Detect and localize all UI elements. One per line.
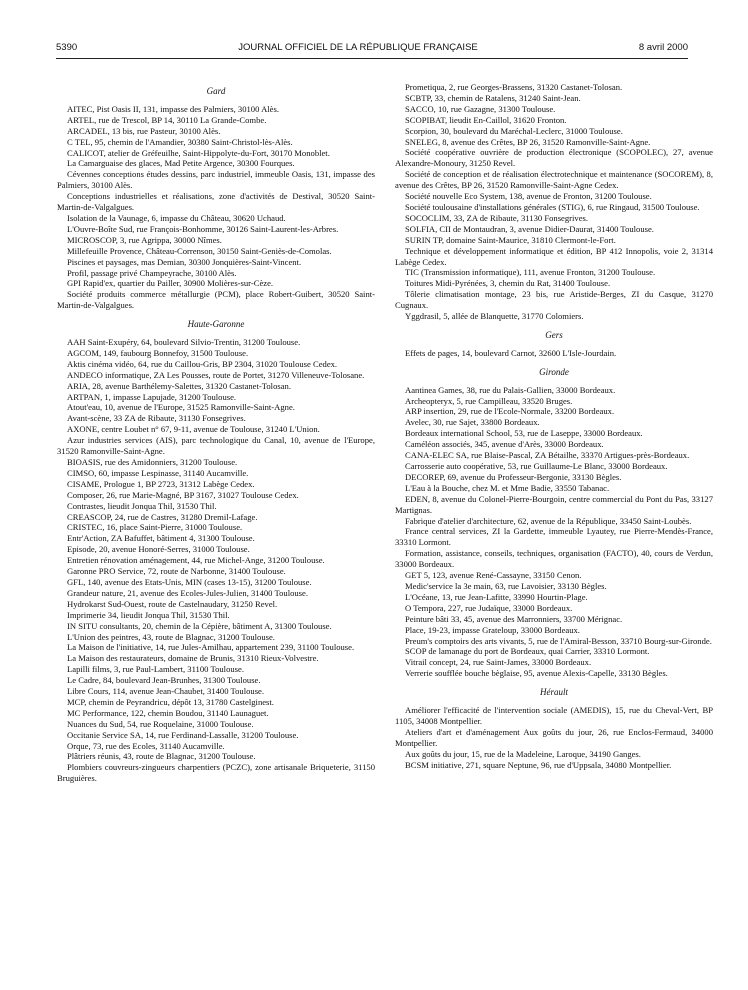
page-number: 5390 — [56, 41, 78, 53]
directory-entry: Yggdrasil, 5, allée de Blanquette, 31770 Colomiers. — [405, 311, 584, 322]
directory-entry: Améliorer l'efficacité de l'intervention sociale (AMEDIS), 15, rue du Cheval-Vert, BP 1105, 34008 Montpellier. — [395, 705, 713, 726]
directory-entry: Episode, 20, avenue Honoré-Serres, 31000 Toulouse. — [67, 544, 250, 555]
section-title-gers: Gers — [545, 329, 563, 340]
directory-entry: Effets de pages, 14, boulevard Carnot, 32600 L'Isle-Jourdain. — [405, 347, 617, 358]
directory-entry: Société nouvelle Eco System, 138, avenue de Fronton, 31200 Toulouse. — [405, 191, 652, 202]
directory-entry: GET 5, 123, avenue René-Cassayne, 33150 Cenon. — [405, 570, 582, 581]
section-title-herault: Hérault — [540, 687, 568, 698]
directory-entry: CALICOT, atelier de Gréfeuilhe, Saint-Hippolyte-du-Fort, 30170 Monoblet. — [67, 147, 330, 158]
directory-entry: Hydrokarst Sud-Ouest, route de Castelnaudary, 31250 Revel. — [67, 598, 278, 609]
page-header — [56, 40, 688, 54]
directory-entry: CANA-ELEC SA, rue Blaise-Pascal, ZA Bétailhe, 33370 Artigues-près-Bordeaux. — [405, 450, 690, 461]
directory-entry: France central services, ZI la Gardette, immeuble Lyautey, rue Pierre-Mendès-France, 33310 Lormont. — [395, 526, 713, 548]
directory-entry: Composer, 26, rue Marie-Magné, BP 3167, 31027 Toulouse Cedex. — [67, 489, 299, 500]
issue-date: 8 avril 2000 — [638, 41, 688, 53]
directory-entry: Carrosserie auto coopérative, 53, rue Guillaume-Le Blanc, 33000 Bordeaux. — [405, 461, 668, 471]
directory-entry: Formation, assistance, conseils, techniques, organisation (FACTO), 40, cours de Verdun, 33000 Bordeaux. — [395, 548, 713, 570]
directory-entry: Entr'Action, ZA Bafuffet, bâtiment 4, 31300 Toulouse. — [67, 533, 255, 544]
directory-entry: Plombiers couvreurs-zingueurs charpentiers (PCZC), zone artisanale Briqueterie, 31150 Bruguières. — [57, 762, 375, 784]
directory-entry: SACCO, 10, rue Gazagne, 31300 Toulouse. — [405, 103, 556, 114]
directory-entry: SOCOCLIM, 33, ZA de Ribaute, 31130 Fonsegrives. — [405, 212, 589, 223]
directory-entry: SCOPIBAT, lieudit En-Caillol, 31620 Fronton. — [405, 114, 567, 125]
directory-entry: Société de conception et de réalisation électrotechnique et maintenance (SOCOREM), 8, avenue des Crêtes, BP 26, 31520 Ramonville-Saint-Agne Cedex. — [395, 169, 713, 191]
directory-entry: Archeopteryx, 5, rue Campilleau, 33520 Bruges. — [405, 395, 573, 406]
directory-entry: SCBTP, 33, chemin de Ratalens, 31240 Saint-Jean. — [405, 92, 581, 103]
directory-entry: MCP, chemin de Peyrandricu, dépôt 13, 31780 Castelginest. — [67, 696, 274, 707]
directory-entry: Ateliers d'art et d'aménagement Aux goûts du jour, 26, rue Enclos-Fermaud, 34000 Montpellier. — [395, 726, 713, 748]
directory-entry: Bordeaux international School, 53, rue de Laseppe, 33000 Bordeaux. — [405, 428, 643, 439]
directory-entry: Aux goûts du jour, 15, rue de la Madeleine, Laroque, 34190 Ganges. — [405, 748, 641, 759]
directory-entry: Imprimerie 34, lieudit Jonqua Thil, 31530 Thil. — [67, 609, 230, 620]
directory-entry: L'Eau à la Bouche, chez M. et Mme Badie, 33550 Tabanac. — [405, 482, 610, 493]
directory-entry: AITEC, Pist Oasis II, 131, impasse des Palmiers, 30100 Alès. — [67, 103, 279, 114]
directory-entry: Cévennes conceptions études dessins, parc industriel, immeuble Oasis, 131, impasse des Palmiers, 30100 Alès. — [57, 169, 375, 191]
directory-entry: BCSM initiative, 271, square Neptune, 96, rue d'Uppsala, 34080 Montpellier. — [405, 759, 672, 770]
directory-entry: Piscines et paysages, mas Demian, 30300 Jonquières-Saint-Vincent. — [67, 256, 302, 267]
directory-entry: Profil, passage privé Champeyrache, 30100 Alès. — [67, 267, 237, 278]
directory-entry: Technique et développement informatique et édition, BP 412 Innopolis, voie 2, 31314 Labège Cedex. — [395, 245, 713, 267]
directory-entry: Avant-scène, 33 ZA de Ribaute, 31130 Fonsegrives. — [67, 413, 246, 424]
directory-entry: Avelec, 30, rue Sajet, 33800 Bordeaux. — [405, 417, 540, 428]
header-rule — [56, 58, 688, 59]
directory-entry: Plâtriers réunis, 43, route de Blagnac, 31200 Toulouse. — [67, 751, 256, 762]
directory-entry: ARTPAN, 1, impasse Lapujade, 31200 Toulouse. — [67, 391, 237, 402]
directory-entry: Millefeuille Provence, Château-Correnson, 30150 Saint-Geniès-de-Comolas. — [67, 245, 332, 256]
directory-entry: MC Performance, 122, chemin Boudou, 31140 Launaguet. — [67, 707, 269, 718]
directory-entry: SOLFIA, CII de Montaudran, 3, avenue Didier-Daurat, 31400 Toulouse. — [405, 223, 654, 234]
directory-entry: La Camarguaise des glaces, Mad Petite Argence, 30300 Fourques. — [67, 158, 295, 169]
directory-entry: Atout'eau, 10, avenue de l'Europe, 31525 Ramonville-Saint-Agne. — [67, 402, 295, 413]
directory-entry: Occitanie Service SA, 14, rue Ferdinand-Lassalle, 31200 Toulouse. — [67, 729, 299, 740]
directory-entry: Société coopérative ouvrière de production électronique (SCOPOLEC), 27, avenue Alexandre-Monoury, 31250 Revel. — [395, 147, 713, 169]
directory-entry: AGCOM, 149, faubourg Bonnefoy, 31500 Toulouse. — [67, 347, 249, 358]
directory-entry: GPI Rapid'ex, quartier du Pailler, 30900 Molières-sur-Cèze. — [67, 278, 274, 289]
directory-entry: L'Ouvre-Boîte Sud, rue François-Bonhomme, 30126 Saint-Laurent-les-Arbres. — [67, 223, 339, 234]
directory-entry: La Maison des restaurateurs, domaine de Brunis, 31310 Rieux-Volvestre. — [67, 653, 319, 664]
directory-entry: Scorpion, 30, boulevard du Maréchal-Leclerc, 31000 Toulouse. — [405, 125, 623, 136]
directory-entry: Toitures Midi-Pyrénées, 3, chemin du Rat, 31400 Toulouse. — [405, 278, 611, 289]
section-title-gironde: Gironde — [539, 366, 569, 377]
directory-entry: AXONE, centre Loubet n° 67, 9-11, avenue de Toulouse, 31240 L'Union. — [67, 424, 320, 435]
directory-entry: Aktis cinéma vidéo, 64, rue du Caillou-Gris, BP 2304, 31020 Toulouse Cedex. — [67, 358, 338, 369]
directory-entry: AAH Saint-Exupéry, 64, boulevard Silvio-Trentin, 31200 Toulouse. — [67, 337, 301, 348]
left-column — [57, 82, 375, 982]
directory-entry: SNELEG, 8, avenue des Crêtes, BP 26, 31520 Ramonville-Saint-Agne. — [405, 136, 651, 147]
directory-entry: MICROSCOP, 3, rue Agrippa, 30000 Nîmes. — [67, 234, 222, 245]
directory-entry: Société produits commerce métallurgie (PCM), place Robert-Guibert, 30520 Saint-Martin-de-Valgalgues. — [57, 289, 375, 311]
directory-entry: Caméléon associés, 345, avenue d'Arès, 33000 Bordeaux. — [405, 439, 604, 450]
directory-entry: Prometiqua, 2, rue Georges-Brassens, 31320 Castanet-Tolosan. — [405, 82, 623, 92]
directory-entry: SCOP de lamanage du port de Bordeaux, quai Carrier, 33310 Lormont. — [405, 646, 650, 657]
directory-entry: BIOASIS, rue des Amidonniers, 31200 Toulouse. — [67, 457, 238, 467]
directory-entry: TIC (Transmission informatique), 111, avenue Fronton, 31200 Toulouse. — [405, 267, 656, 278]
directory-entry: L'Union des peintres, 43, route de Blagnac, 31200 Toulouse. — [67, 631, 275, 642]
directory-entry: Fabrique d'atelier d'architecture, 62, avenue de la République, 33450 Saint-Loubès. — [405, 515, 692, 526]
directory-entry: CISAME, Prologue 1, BP 2723, 31312 Labège Cedex. — [67, 478, 255, 489]
directory-entry: La Maison de l'initiative, 14, rue Jules-Amilhau, appartement 239, 31100 Toulouse. — [67, 642, 355, 653]
directory-entry: CIMSO, 60, impasse Lespinasse, 31140 Aucamville. — [67, 467, 249, 478]
directory-entry: ANDECO informatique, ZA Les Pousses, route de Portet, 31270 Villeneuve-Tolosane. — [67, 369, 365, 380]
directory-entry: C TEL, 95, chemin de l'Amandier, 30380 Saint-Christol-lès-Alès. — [67, 136, 293, 147]
directory-entry: Azur industries services (AIS), parc technologique du Canal, 10, avenue de l'Europe, 31520 Ramonville-Saint-Agne. — [57, 435, 375, 457]
directory-entry: Isolation de la Vaunage, 6, impasse du Château, 30620 Uchaud. — [67, 212, 286, 223]
directory-entry: Garonne PRO Service, 72, route de Narbonne, 31400 Toulouse. — [67, 566, 286, 577]
directory-entry: Le Cadre, 84, boulevard Jean-Brunhes, 31300 Toulouse. — [67, 675, 261, 686]
directory-entry: ARCADEL, 13 bis, rue Pasteur, 30100 Alès. — [67, 125, 221, 136]
right-column — [395, 82, 713, 982]
directory-entry: Orque, 73, rue des Ecoles, 31140 Aucamville. — [67, 740, 225, 751]
directory-entry: O Tempora, 227, rue Judaïque, 33000 Bordeaux. — [405, 602, 573, 613]
directory-entry: Peinture bâti 33, 45, avenue des Marronniers, 33700 Mérignac. — [405, 613, 623, 624]
directory-entry: Grandeur nature, 21, avenue des Ecoles-Jules-Julien, 31400 Toulouse. — [67, 587, 308, 598]
directory-entry: Preum's comptoirs des arts vivants, 5, rue de l'Amiral-Besson, 33710 Bourg-sur-Gironde. — [405, 635, 712, 646]
directory-entry: Lapilli films, 3, rue Paul-Lambert, 31100 Toulouse. — [67, 664, 244, 675]
directory-entry: Nuances du Sud, 54, rue Roquelaine, 31000 Toulouse. — [67, 718, 254, 729]
directory-entry: IN SITU consultants, 20, chemin de la Cépière, bâtiment A, 31300 Toulouse. — [67, 620, 332, 631]
directory-entry: Verrerie soufflée bouche bèglaise, 95, avenue Alexis-Capelle, 33130 Bègles. — [405, 668, 668, 679]
directory-entry: Conceptions industrielles et réalisations, zone d'activités de Destival, 30520 Saint-Martin-de-Valgalgues. — [57, 191, 375, 213]
directory-entry: ARIA, 28, avenue Barthélemy-Salettes, 31320 Castanet-Tolosan. — [67, 380, 291, 391]
directory-entry: GFL, 140, avenue des Etats-Unis, MIN (cases 13-15), 31200 Toulouse. — [67, 576, 312, 587]
section-title-haute-garonne: Haute-Garonne — [187, 319, 245, 330]
directory-entry: Entretien rénovation aménagement, 44, rue Michel-Ange, 31200 Toulouse. — [67, 555, 325, 566]
directory-entry: CRISTEC, 16, place Saint-Pierre, 31000 Toulouse. — [67, 522, 243, 533]
directory-entry: DECOREP, 69, avenue du Professeur-Bergonie, 33130 Bègles. — [405, 471, 622, 482]
directory-entry: CREASCOP, 24, rue de Castres, 31280 Dremil-Lafage. — [67, 511, 258, 522]
directory-entry: ARTEL, rue de Trescol, BP 14, 30110 La Grande-Combe. — [67, 114, 267, 125]
directory-entry: Medic'service la 3e main, 63, rue Lavoisier, 33130 Bègles. — [405, 580, 607, 591]
directory-entry: Libre Cours, 114, avenue Jean-Chaubet, 31400 Toulouse. — [67, 686, 265, 697]
directory-entry: Contrastes, lieudit Jonqua Thil, 31530 Thil. — [67, 500, 217, 511]
section-title-gard: Gard — [206, 86, 226, 96]
directory-entry: Société toulousaine d'installations générales (STIG), 6, rue Ringaud, 31500 Toulouse. — [405, 201, 700, 212]
journal-title: JOURNAL OFFICIEL DE LA RÉPUBLIQUE FRANÇAISE — [238, 41, 478, 53]
directory-entry: SURIN TP, domaine Saint-Maurice, 31810 Clermont-le-Fort. — [405, 234, 616, 245]
directory-entry: L'Océane, 13, rue Jean-Lafitte, 33990 Hourtin-Plage. — [405, 591, 588, 602]
directory-entry: ARP insertion, 29, rue de l'Ecole-Normale, 33200 Bordeaux. — [405, 406, 615, 417]
directory-entry: Tôlerie climatisation montage, 23 bis, rue Aristide-Berges, ZI du Casque, 31270 Cugnaux. — [395, 289, 713, 311]
directory-entry: Aantinea Games, 38, rue du Palais-Gallien, 33000 Bordeaux. — [405, 384, 616, 395]
directory-entry: Place, 19-23, impasse Grateloup, 33000 Bordeaux. — [405, 624, 580, 635]
directory-entry: EDEN, 8, avenue du Colonel-Pierre-Bourgoin, centre commercial du Pont du Pas, 33127 Martignas. — [395, 493, 713, 515]
directory-entry: Vitrail concept, 24, rue Saint-James, 33000 Bordeaux. — [405, 657, 592, 668]
